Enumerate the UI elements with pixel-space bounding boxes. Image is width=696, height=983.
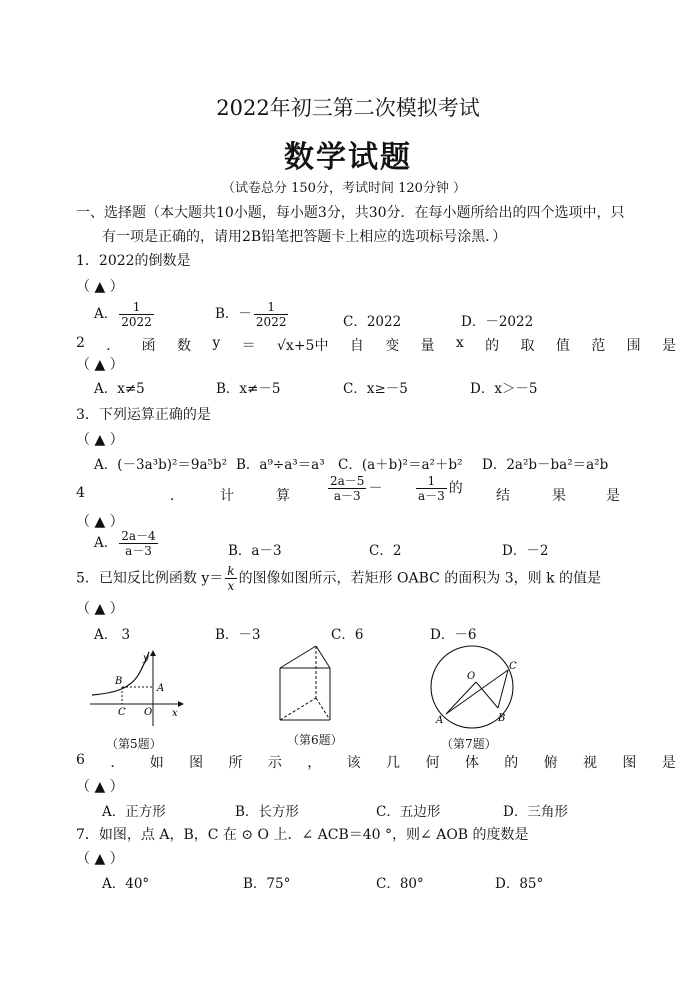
exam-title: 2022年初三第二次模拟考试: [216, 96, 480, 120]
q6-word-1: ．: [110, 755, 125, 771]
q6-option-c: C．五边形: [376, 804, 441, 820]
fig5-x-arrow: [178, 701, 184, 707]
q7-stem: 7．如图，点 A，B，C 在 ⊙ O 上．∠ ACB＝40 °，则∠ AOB 的度数是: [76, 827, 529, 843]
q2-stem: [76, 335, 676, 355]
q4-word2: 算: [276, 488, 290, 504]
fig6-caption: （第6题）: [287, 733, 343, 747]
fig5-label-c: C: [118, 707, 126, 718]
q4-answer-mark: （ ▲ ）: [76, 514, 124, 530]
q3-option-c: C．(a＋b)²＝a²＋b²: [338, 457, 463, 473]
q1-option-c: C．2022: [343, 314, 402, 330]
subject-title: 数学试题: [284, 140, 412, 175]
fig7-label-c: C: [509, 661, 517, 672]
fig6-hidden-edge: [316, 698, 330, 720]
q6-word-15: 是: [661, 755, 676, 771]
q2-word-12: 取: [520, 338, 535, 354]
q5-k-den: x: [227, 579, 235, 593]
q4-fraction-2: [416, 474, 447, 503]
q6-option-b: B．长方形: [235, 804, 299, 820]
q6-word-4: 所: [228, 755, 243, 771]
fig7-segment-ob: [476, 682, 498, 708]
q6-word-9: 何: [425, 755, 440, 771]
q4-option-b: B．a－3: [228, 543, 282, 559]
fig6-edge: [280, 646, 316, 668]
q6-word-2: 如: [149, 755, 164, 771]
figure-7: [422, 642, 532, 732]
q2-option-c: C．x≥－5: [343, 381, 408, 397]
q6-word-8: 几: [386, 755, 401, 771]
q6-word-14: 图: [622, 755, 637, 771]
q2-word-6: √x+5中: [277, 338, 329, 354]
q7-answer-mark: （ ▲ ）: [76, 851, 124, 867]
q4-a-den: a－3: [125, 544, 152, 558]
fig5-curve: [92, 652, 149, 695]
q4-word3: 结: [496, 488, 510, 504]
q1-b-den: 2022: [255, 315, 287, 329]
q6-word-0: 6: [76, 752, 85, 768]
q4-f1-den: a－3: [333, 489, 361, 503]
q4-a-label: A．: [94, 535, 118, 551]
q5-option-c: C．6: [331, 627, 364, 643]
q4-f1-num: 2a－5: [330, 474, 365, 488]
q4-f2-num: 1: [416, 474, 447, 489]
q4-minus: －: [368, 480, 383, 497]
q2-option-d: D．x＞－5: [470, 381, 538, 397]
q4-a-fraction: [119, 529, 157, 558]
q1-b-label: B．－: [215, 306, 252, 322]
fig6-hidden-edge: [280, 698, 316, 720]
fig5-label-y: y: [143, 653, 149, 664]
q4-option-c: C．2: [369, 543, 402, 559]
q2-word-13: 值: [555, 338, 570, 354]
q2-word-4: y: [212, 335, 221, 351]
q1-stem: 1．2022的倒数是: [76, 253, 191, 269]
q1-a-fraction: [119, 300, 154, 329]
q6-word-5: 示: [267, 755, 282, 771]
q1-answer-mark: （ ▲ ）: [76, 279, 124, 295]
q4-expression-2: [414, 474, 463, 503]
q3-option-a: A．(－3a³b)²＝9a⁵b²: [94, 457, 227, 473]
fig5-label-b: B: [115, 676, 123, 687]
fig5-label-x: x: [172, 708, 178, 719]
q4-word4: 果: [552, 488, 566, 504]
q4-option-d: D．－2: [502, 543, 549, 559]
section-instruction-line2: 有一项是正确的，请用2B铅笔把答题卡上相应的选项标号涂黑．）: [102, 229, 507, 245]
fig7-segment-ac: [446, 670, 508, 714]
q3-option-d: D．2a²b－ba²＝a²b: [482, 457, 609, 473]
q4-f2-den: a－3: [418, 489, 445, 503]
q6-option-a: A．正方形: [102, 804, 166, 820]
q4-de: 的: [448, 480, 463, 497]
q4-a-num: 2a－4: [121, 529, 156, 543]
q2-option-a: A．x≠5: [94, 381, 145, 397]
q6-stem: [76, 752, 676, 772]
figure-6: [276, 642, 336, 726]
q5-k-num: k: [227, 564, 235, 578]
q6-word-7: 该: [346, 755, 361, 771]
q3-answer-mark: （ ▲ ）: [76, 432, 124, 448]
q5-stem-a: 5．已知反比例函数 y＝: [76, 570, 224, 587]
q3-stem: 3．下列运算正确的是: [76, 407, 211, 423]
q4-dot: ．: [170, 488, 184, 504]
q6-word-6: ，: [307, 755, 322, 771]
q5-k-fraction: [225, 564, 236, 593]
q7-option-b: B．75°: [243, 876, 291, 892]
q2-word-14: 范: [591, 338, 606, 354]
q5-option-a: A． 3: [94, 627, 131, 643]
q2-word-7: 自: [349, 338, 364, 354]
exam-info: （试卷总分 150分，考试时间 120分钟 ）: [222, 181, 467, 196]
section-instruction-line1: 一、选择题（本大题共10小题，每小题3分，共30分．在每小题所给出的四个选项中，只: [76, 205, 625, 221]
figure-5: [86, 648, 186, 728]
q2-word-3: 数: [177, 338, 191, 354]
q6-word-11: 的: [504, 755, 519, 771]
q2-word-11: 的: [485, 338, 500, 354]
q6-word-3: 图: [189, 755, 204, 771]
q2-word-0: 2: [76, 335, 85, 351]
q6-answer-mark: （ ▲ ）: [76, 779, 124, 795]
q7-option-d: D．85°: [495, 876, 544, 892]
q5-option-b: B．－3: [215, 627, 261, 643]
q1-b-fraction: [254, 300, 289, 329]
q2-word-15: 围: [626, 338, 641, 354]
q4-word5: 是: [606, 488, 620, 504]
fig5-label-a: A: [157, 683, 165, 694]
fig7-label-a: A: [436, 715, 444, 726]
q4-fraction-1: [328, 474, 366, 503]
q1-b-num: 1: [254, 300, 289, 315]
q2-word-8: 变: [385, 338, 400, 354]
q2-option-b: B．x≠－5: [216, 381, 281, 397]
q4-word1: 计: [220, 488, 234, 504]
q2-word-5: ＝: [241, 338, 256, 354]
q1-option-d: D．－2022: [461, 314, 534, 330]
fig5-caption: （第5题）: [106, 737, 162, 751]
q5-answer-mark: （ ▲ ）: [76, 601, 124, 617]
q7-option-c: C．80°: [376, 876, 424, 892]
fig7-label-b: B: [498, 713, 506, 724]
q4-expression: [326, 474, 382, 503]
q1-a-num: 1: [119, 300, 154, 315]
q2-word-2: 函: [141, 338, 156, 354]
q6-word-10: 体: [464, 755, 479, 771]
q2-word-1: ．: [106, 338, 121, 354]
q5-stem: [76, 564, 601, 593]
fig5-label-o: O: [144, 707, 153, 718]
q2-answer-mark: （ ▲ ）: [76, 357, 124, 373]
q5-option-d: D．－6: [430, 627, 477, 643]
q6-word-12: 俯: [543, 755, 558, 771]
q4-num: 4: [76, 485, 85, 501]
fig7-segment-ao: [446, 682, 476, 714]
fig5-y-arrow: [150, 650, 156, 656]
fig7-caption: （第7题）: [441, 737, 497, 751]
q1-a-label: A．: [94, 306, 118, 322]
q2-word-10: x: [455, 335, 464, 351]
q6-option-d: D．三角形: [503, 804, 568, 820]
fig6-edge: [316, 646, 330, 668]
q3-option-b: B．a⁹÷a³＝a³: [236, 457, 325, 473]
q6-word-13: 视: [583, 755, 597, 771]
q5-stem-b: 的图像如图所示，若矩形 OABC 的面积为 3，则 k 的值是: [238, 570, 602, 587]
q4-option-a: [94, 529, 160, 558]
q1-option-b: [215, 300, 290, 329]
q2-word-16: 是: [661, 338, 676, 354]
q2-word-9: 量: [420, 338, 435, 354]
fig7-label-o: O: [467, 671, 476, 682]
q1-a-den: 2022: [121, 315, 152, 329]
q7-option-a: A．40°: [102, 876, 150, 892]
q1-option-a: [94, 300, 156, 329]
